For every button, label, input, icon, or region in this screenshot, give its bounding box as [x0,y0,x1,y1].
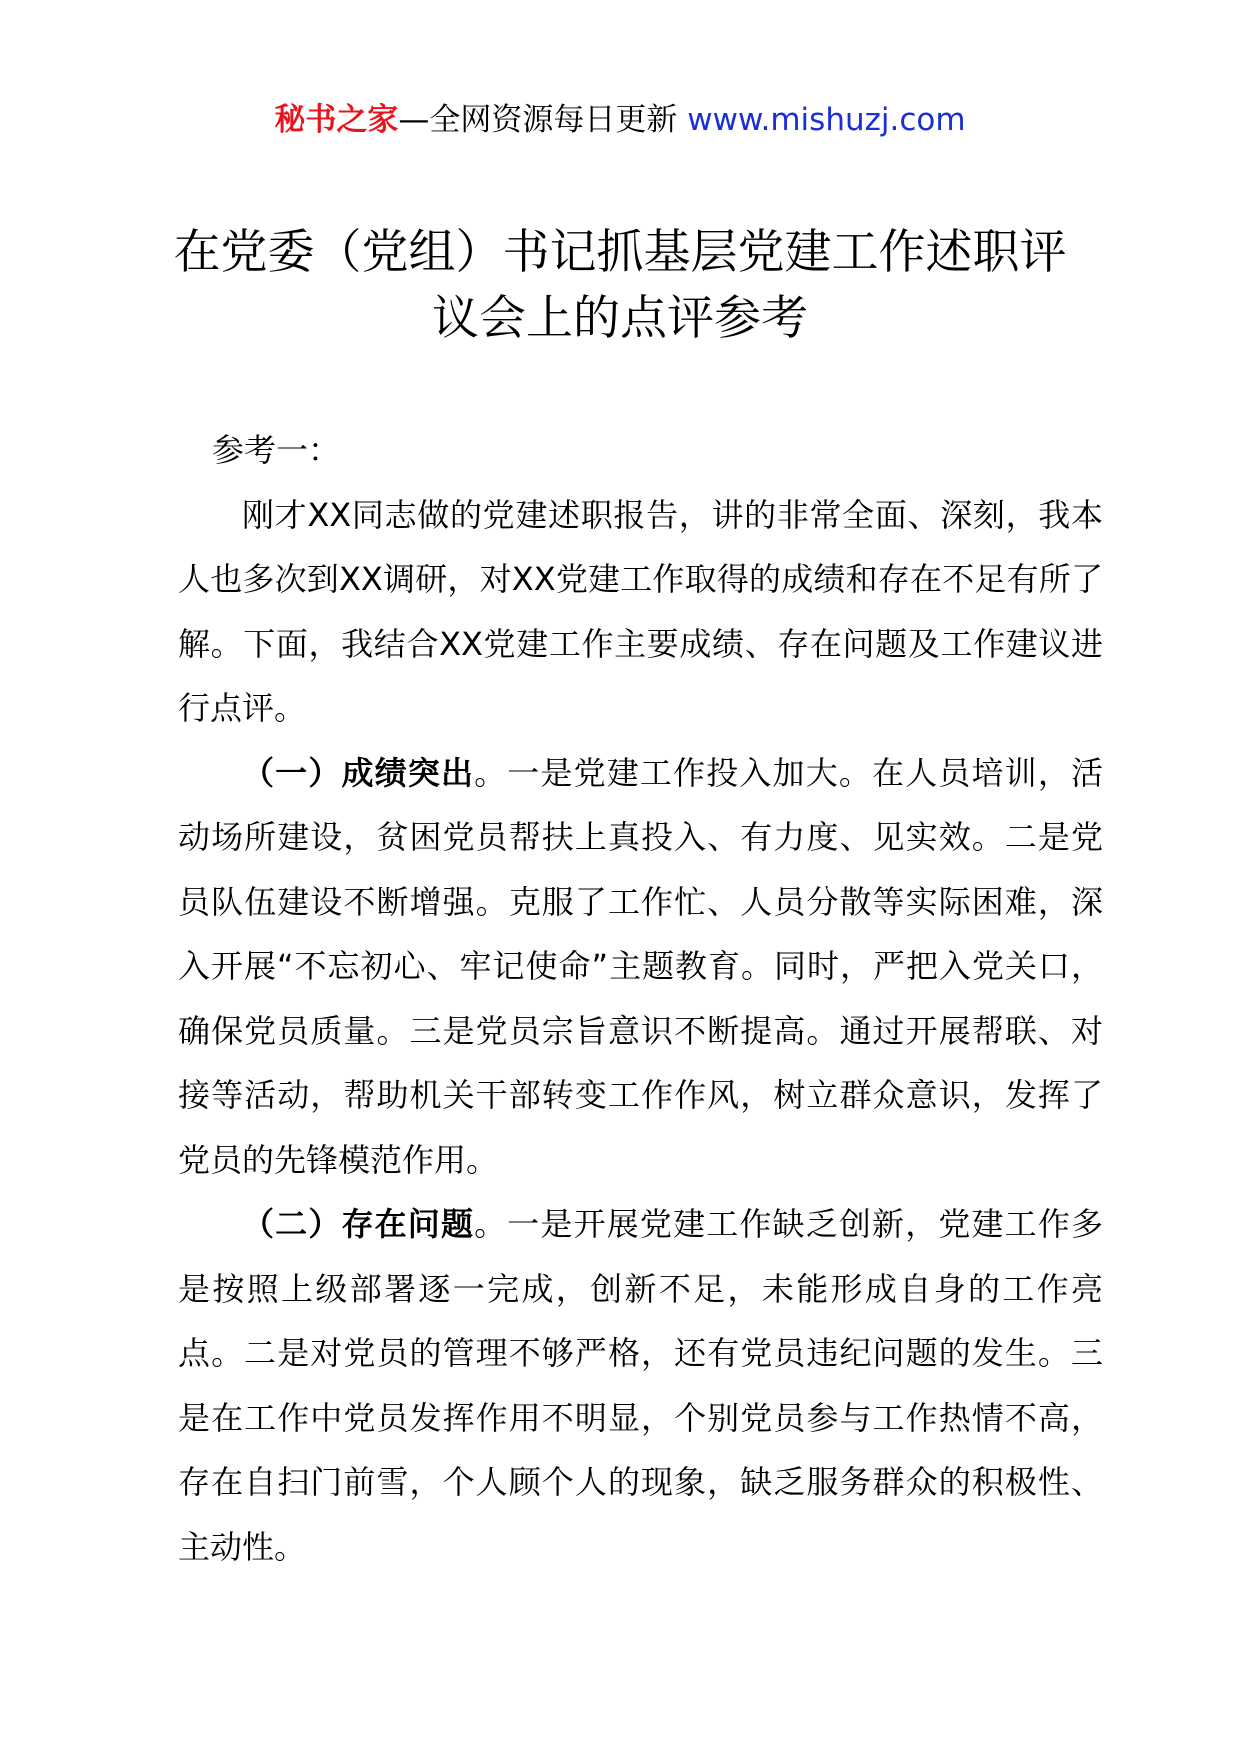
site-url-link[interactable]: www.mishuzj.com [687,102,966,138]
brand-name: 秘书之家 [274,102,399,138]
problems-text: 。一是开展党建工作缺乏创新，党建工作多是按照上级部署逐一完成，创新不足，未能形成自身的工作亮点。二是对党员的管理不够严格，还有党员违纪问题的发生。三是在工作中党员发挥作用不明显，个别党员参与工作热情不高，存在自扫门前雪，个人顾个人的现象，缺乏服务群众的积极性、主动性。 [178,1205,1103,1566]
site-header [0,100,1240,140]
section-label: 参考一： [212,431,341,469]
intro-paragraph: 刚才XX同志做的党建述职报告，讲的非常全面、深刻，我本人也多次到XX调研，对XX党建工作取得的成绩和存在不足有所了解。下面，我结合XX党建工作主要成绩、存在问题及工作建议进行点评。 [178,495,1103,727]
header-tagline: —全网资源每日更新 [398,102,688,138]
achievements-heading: （一）成绩突出 [242,753,475,792]
title-line-1: 在党委（党组）书记抓基层党建工作述职评 [173,225,1067,280]
problems-heading: （二）存在问题 [242,1205,475,1243]
title-line-2: 议会上的点评参考 [432,291,808,346]
document-title [150,220,1090,352]
problems-paragraph [178,1192,1103,1579]
document-body [178,418,1103,1579]
achievements-paragraph [178,741,1103,1193]
achievements-text: 。一是党建工作投入加大。在人员培训，活动场所建设，贫困党员帮扶上真投入、有力度、见实效。二是党员队伍建设不断增强。克服了工作忙、人员分散等实际困难，深入开展“不忘初心、牢记使命”主题教育。同时，严把入党关口，确保党员质量。三是党员宗旨意识不断提高。通过开展帮联、对接等活动，帮助机关干部转变工作作风，树立群众意识，发挥了党员的先锋模范作用。 [178,753,1103,1179]
